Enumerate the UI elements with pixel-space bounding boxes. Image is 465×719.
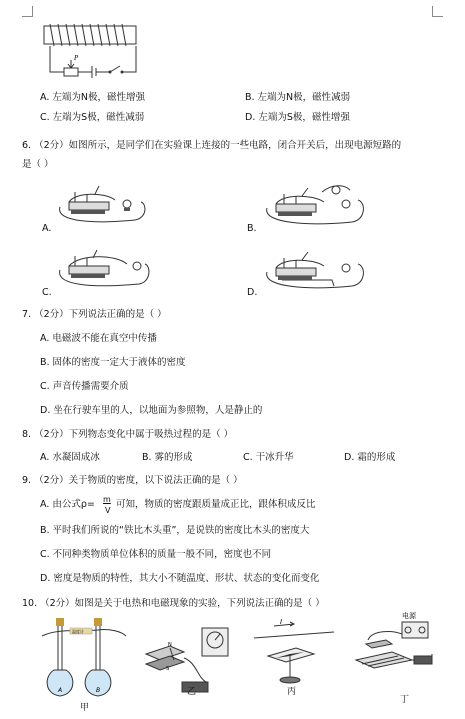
q6-circuit-b-figure bbox=[262, 182, 372, 230]
q9-option-d[interactable]: D. 密度是物质的特性，其大小不随温度、形状、状态的变化而变化 bbox=[40, 573, 320, 584]
q5-solenoid-circuit-figure bbox=[40, 20, 150, 82]
q10-figure-label-ding: 丁 bbox=[400, 695, 410, 705]
q8-option-c[interactable]: C. 干冰升华 bbox=[243, 452, 294, 463]
q10-figure-label-yi: 乙 bbox=[187, 687, 197, 697]
q10-jia-label-a: A bbox=[58, 687, 63, 694]
q5-option-b[interactable]: B. 左端为N极，磁性减弱 bbox=[245, 92, 351, 103]
q7-stem: 7. （2分）下列说法正确的是（ ） bbox=[22, 309, 167, 320]
q8-option-b[interactable]: B. 雾的形成 bbox=[142, 452, 193, 463]
q9-option-c[interactable]: C. 不同种类物质单位体积的质量一般不同，密度也不同 bbox=[40, 549, 272, 560]
q7-option-c[interactable]: C. 声音传播需要介质 bbox=[40, 381, 129, 392]
q8-stem: 8. （2分）下列物态变化中属于吸热过程的是（ ） bbox=[22, 429, 234, 440]
q6-circuit-a-figure bbox=[55, 182, 150, 227]
q7-option-d[interactable]: D. 坐在行驶车里的人，以地面为参照物，人是静止的 bbox=[40, 405, 263, 416]
q10-ding-power-label: 电源 bbox=[402, 612, 416, 620]
q9-option-a-text[interactable]: 可知，物质的密度跟质量成正比，跟体积成反比 bbox=[116, 499, 316, 510]
q9-fraction-denominator: V bbox=[105, 506, 111, 515]
q10-jia-label-b: B bbox=[96, 687, 101, 694]
q10-jia-thermometer-tag: 温度计 bbox=[72, 629, 84, 634]
q5-option-a[interactable]: A. 左端为N极，磁性增强 bbox=[40, 92, 145, 103]
q6-stem-line2: 是（ ） bbox=[22, 159, 54, 170]
q10-bing-current-label: I bbox=[280, 618, 283, 626]
q5-option-c[interactable]: C. 左端为S极，磁性减弱 bbox=[40, 112, 145, 123]
q10-figure-label-jia: 甲 bbox=[80, 703, 90, 713]
q9-option-b[interactable]: B. 平时我们所说的“铁比木头重”，是说铁的密度比木头的密度大 bbox=[40, 525, 310, 536]
q5-p-label: P bbox=[74, 54, 79, 62]
q7-option-a[interactable]: A. 电磁波不能在真空中传播 bbox=[40, 333, 157, 344]
q6-label-a[interactable]: A. bbox=[42, 223, 52, 234]
q8-option-d[interactable]: D. 霜的形成 bbox=[344, 452, 396, 463]
q6-circuit-d-figure bbox=[262, 246, 372, 296]
q10-yi-label-s: S bbox=[166, 666, 170, 672]
q9-fraction-numerator: m bbox=[103, 495, 111, 504]
page-corner-mark-right bbox=[432, 6, 443, 17]
q7-option-b[interactable]: B. 固体的密度一定大于液体的密度 bbox=[40, 357, 186, 368]
q6-label-c[interactable]: C. bbox=[42, 287, 52, 298]
q8-option-a[interactable]: A. 水凝固成冰 bbox=[40, 452, 100, 463]
q6-label-b[interactable]: B. bbox=[247, 223, 257, 234]
q10-yi-label-n: N bbox=[168, 642, 172, 648]
q6-circuit-c-figure bbox=[55, 246, 155, 292]
page-corner-mark-left bbox=[22, 6, 33, 17]
q6-stem-line1: 6. （2分）如图所示，是同学们在实验课上连接的一些电路，闭合开关后，出现电源短路的 bbox=[22, 140, 402, 151]
q9-stem: 9. （2分）关于物质的密度，以下说法正确的是（ ） bbox=[22, 475, 243, 486]
q10-figure-bing-oersted bbox=[250, 618, 340, 690]
q10-figure-jia-flasks bbox=[38, 618, 128, 700]
q10-figure-label-bing: 丙 bbox=[287, 687, 297, 697]
q10-figure-ding-motor bbox=[352, 610, 447, 692]
q10-stem: 10. （2分）如图是关于电热和电磁现象的实验，下列说法正确的是（ ） bbox=[22, 598, 325, 609]
q9-option-a-prefix[interactable]: A. 由公式ρ= bbox=[40, 499, 95, 510]
q5-option-d[interactable]: D. 左端为S极，磁性增强 bbox=[245, 112, 350, 123]
q6-label-d[interactable]: D. bbox=[247, 287, 258, 298]
